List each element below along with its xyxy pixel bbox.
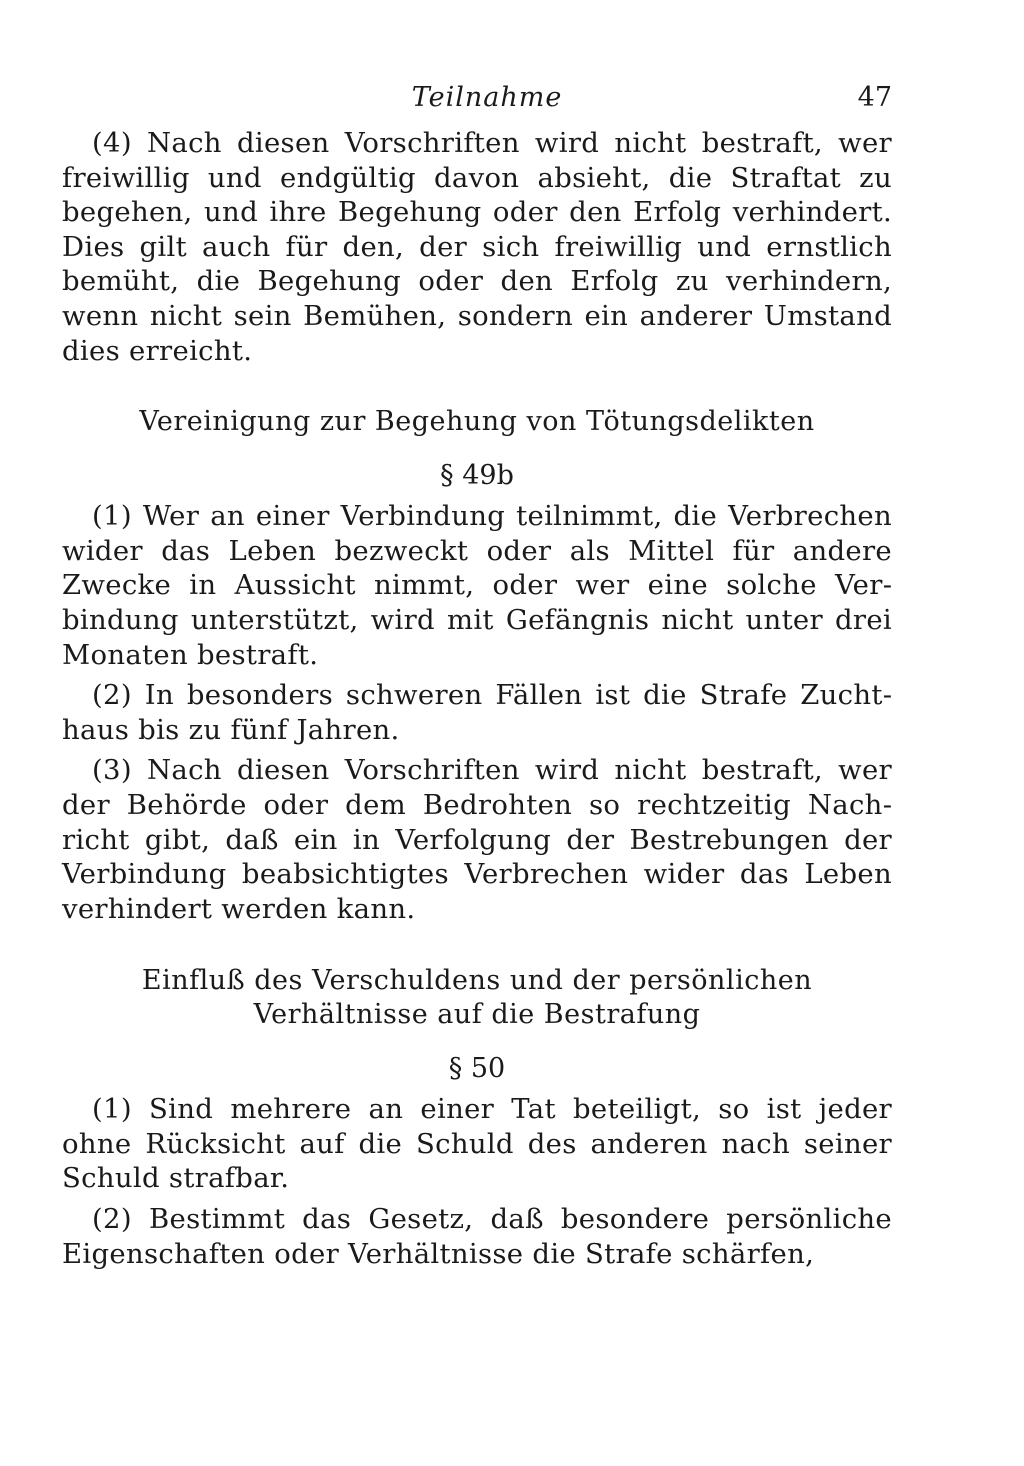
section-number: § 50 bbox=[448, 1053, 506, 1085]
section-heading-block bbox=[62, 964, 892, 1032]
book-page bbox=[62, 82, 892, 1271]
section-heading-line: Verhältnisse auf die Bestrafung bbox=[253, 999, 701, 1031]
paragraph-50-2: (2) Bestimmt das Gesetz, daß besondere persönliche Eigenschaften oder Verhältnisse die Strafe schärfen, bbox=[62, 1203, 892, 1270]
paragraph-50-1: (1) Sind mehrere an einer Tat beteiligt, so ist jeder ohne Rücksicht auf die Schuld des anderen nach seiner Schuld strafbar. bbox=[62, 1093, 892, 1195]
paragraph-48-4: (4) Nach diesen Vorschriften wird nicht bestraft, wer freiwillig und endgültig davon absieht, die Straftat zu begehen, und ihre Begehung oder den Erfolg verhindert. Dies gilt auch für den, der sich freiwillig und ernstlich bemüht, die Begehung oder den Erfolg zu verhindern, wenn nicht sein Bemühen, sondern ein anderer Umstand dies erreicht. bbox=[62, 127, 892, 367]
section-heading-block bbox=[62, 405, 892, 439]
running-title: Teilnahme bbox=[411, 82, 563, 113]
section-heading-line: Einfluß des Verschuldens und der persönlichen bbox=[141, 965, 813, 997]
section-number: § 49b bbox=[440, 460, 514, 492]
paragraph-49b-1: (1) Wer an einer Verbindung teilnimmt, die Verbrechen wider das Leben bezweckt oder als Mittel für andere Zwecke in Aussicht nimmt, oder wer eine solche Verbindung unterstützt, wird mit Gefängnis nicht unter drei Monaten bestraft. bbox=[62, 500, 892, 671]
paragraph-49b-3: (3) Nach diesen Vorschriften wird nicht bestraft, wer der Behörde oder dem Bedrohten so rechtzeitig Nachricht gibt, daß ein in Verfolgung der Bestrebungen der Verbindung beabsichtigtes Verbrechen wider das Leben verhindert werden kann. bbox=[62, 754, 892, 925]
paragraph-49b-2: (2) In besonders schweren Fällen ist die Strafe Zuchthaus bis zu fünf Jahren. bbox=[62, 679, 892, 746]
section-heading: Vereinigung zur Begehung von Tötungsdelikten bbox=[139, 406, 815, 438]
page-number: 47 bbox=[857, 82, 892, 113]
running-header bbox=[62, 82, 892, 126]
